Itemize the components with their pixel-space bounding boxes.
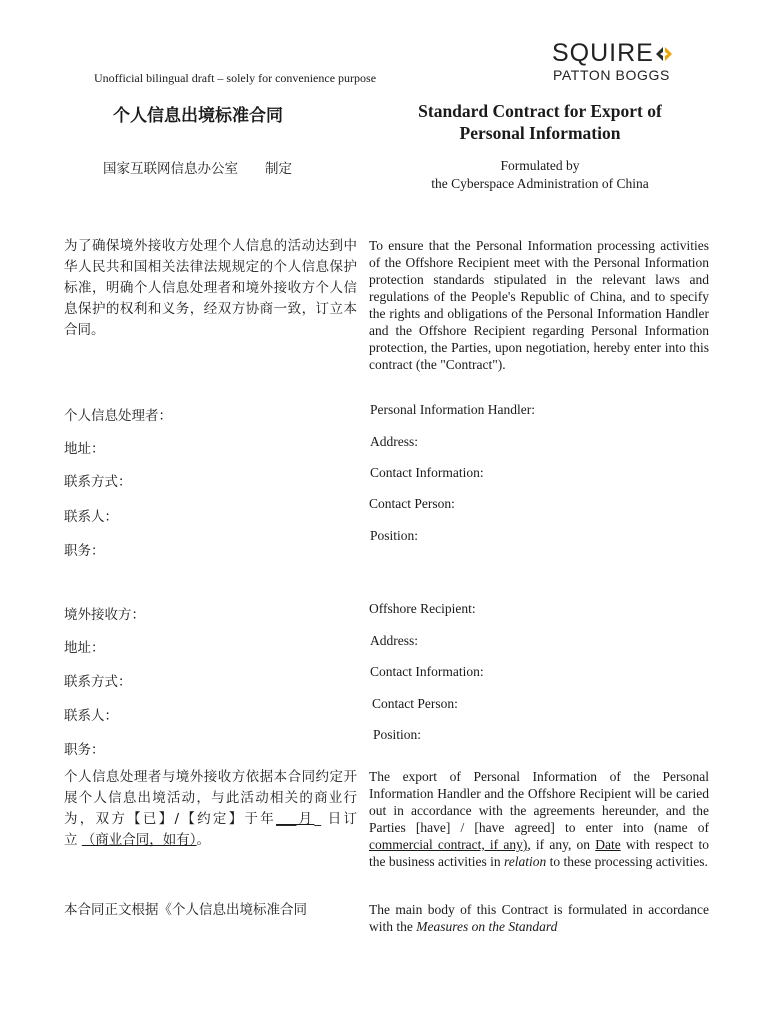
handler-title-en: Personal Information Handler: bbox=[370, 402, 535, 417]
export-zh-day: _ 日订立 bbox=[64, 811, 358, 848]
handler-address-en: Address: bbox=[370, 434, 418, 449]
handler-title-zh: 个人信息处理者： bbox=[64, 408, 172, 424]
formulated-en-line2: the Cyberspace Administration of China bbox=[431, 176, 649, 191]
handler-position-en: Position: bbox=[370, 528, 419, 543]
recipient-address-zh: 地址： bbox=[64, 640, 105, 656]
export-en-relation: relation bbox=[503, 854, 547, 869]
body-para-en bbox=[369, 901, 709, 935]
export-zh-end: 。 bbox=[196, 832, 211, 848]
recipient-title-zh: 境外接收方： bbox=[64, 607, 145, 623]
export-zh-year: 年 bbox=[260, 811, 277, 827]
recipient-contact-en: Contact Information: bbox=[370, 664, 484, 679]
formulated-zh: 国家互联网信息办公室 制定 bbox=[103, 161, 292, 177]
handler-contact-en: Contact Information: bbox=[370, 465, 484, 480]
handler-position-zh: 职务： bbox=[64, 543, 105, 559]
handler-person-zh: 联系人： bbox=[64, 509, 118, 525]
export-en-part1: The export of Personal Information of the Personal Information Handler and the Offshore Recipient will be caried out in accordance with the agreements hereunder, and the Parties [have] / [have agreed] to enter into (name of bbox=[369, 769, 709, 835]
intro-zh: 为了确保境外接收方处理个人信息的活动达到中华人民共和国相关法律法规规定的个人信息保护标准，明确个人信息处理者和境外接收方个人信息保护的权利和义务，经双方协商一致，订立本合同。 bbox=[64, 238, 357, 338]
recipient-position-zh: 职务： bbox=[64, 742, 105, 758]
handler-contact-zh: 联系方式： bbox=[64, 474, 132, 490]
title-en-line2: Personal Information bbox=[459, 123, 621, 143]
export-para-en bbox=[369, 768, 709, 870]
export-en-part2: , if any, on bbox=[527, 837, 596, 852]
handler-person-en: Contact Person: bbox=[369, 496, 455, 511]
recipient-address-en: Address: bbox=[370, 633, 418, 648]
body-en-part1: The main body of this Contract is formulated in accordance with the bbox=[369, 902, 709, 934]
squire-logo bbox=[552, 40, 673, 66]
export-zh-month: ___月 bbox=[276, 811, 315, 827]
logo-mark-icon bbox=[655, 45, 673, 63]
title-en-line1: Standard Contract for Export of bbox=[418, 101, 662, 121]
recipient-position-en: Position: bbox=[373, 727, 422, 742]
intro-en: To ensure that the Personal Information processing activities of the Offshore Recipient meet with the Personal Information protection standards stipulated in the relevant laws and regulations of the People's Republic of China, and to specify the rights and obligations of the Personal Information Handler and the Offshore Recipient regarding Personal Information protection, the Parties, upon negotiation, hereby enter into this contract (the "Contract"). bbox=[369, 238, 709, 372]
export-en-date: Date bbox=[595, 837, 621, 852]
recipient-contact-zh: 联系方式： bbox=[64, 674, 132, 690]
export-zh-contract: （商业合同，如有） bbox=[81, 832, 197, 848]
title-en bbox=[370, 100, 710, 144]
draft-note: Unofficial bilingual draft – solely for convenience purpose bbox=[94, 71, 377, 85]
logo-subtitle: PATTON BOGGS bbox=[553, 67, 670, 83]
formulated-en-line1: Formulated by bbox=[500, 158, 580, 173]
recipient-person-en: Contact Person: bbox=[372, 696, 458, 711]
body-para-zh: 本合同正文根据《个人信息出境标准合同 bbox=[64, 902, 307, 918]
body-en-italic: Measures on the Standard bbox=[416, 919, 558, 934]
export-en-contract: commercial contract, if any) bbox=[369, 837, 528, 852]
export-en-part3: with respect to the business activities in bbox=[369, 837, 709, 869]
formulated-en bbox=[370, 157, 710, 193]
handler-address-zh: 地址： bbox=[64, 441, 105, 457]
title-zh: 个人信息出境标准合同 bbox=[113, 106, 283, 126]
recipient-person-zh: 联系人： bbox=[64, 708, 118, 724]
export-zh-main: 个人信息处理者与境外接收方依据本合同约定开展个人信息出境活动，与此活动相关的商业行为，双方【已】/【约定】于 bbox=[64, 769, 357, 827]
logo-text: SQUIRE bbox=[552, 39, 654, 67]
export-para-zh bbox=[64, 767, 357, 851]
export-en-part4: to these processing activities. bbox=[546, 854, 708, 869]
recipient-title-en: Offshore Recipient: bbox=[369, 601, 476, 616]
